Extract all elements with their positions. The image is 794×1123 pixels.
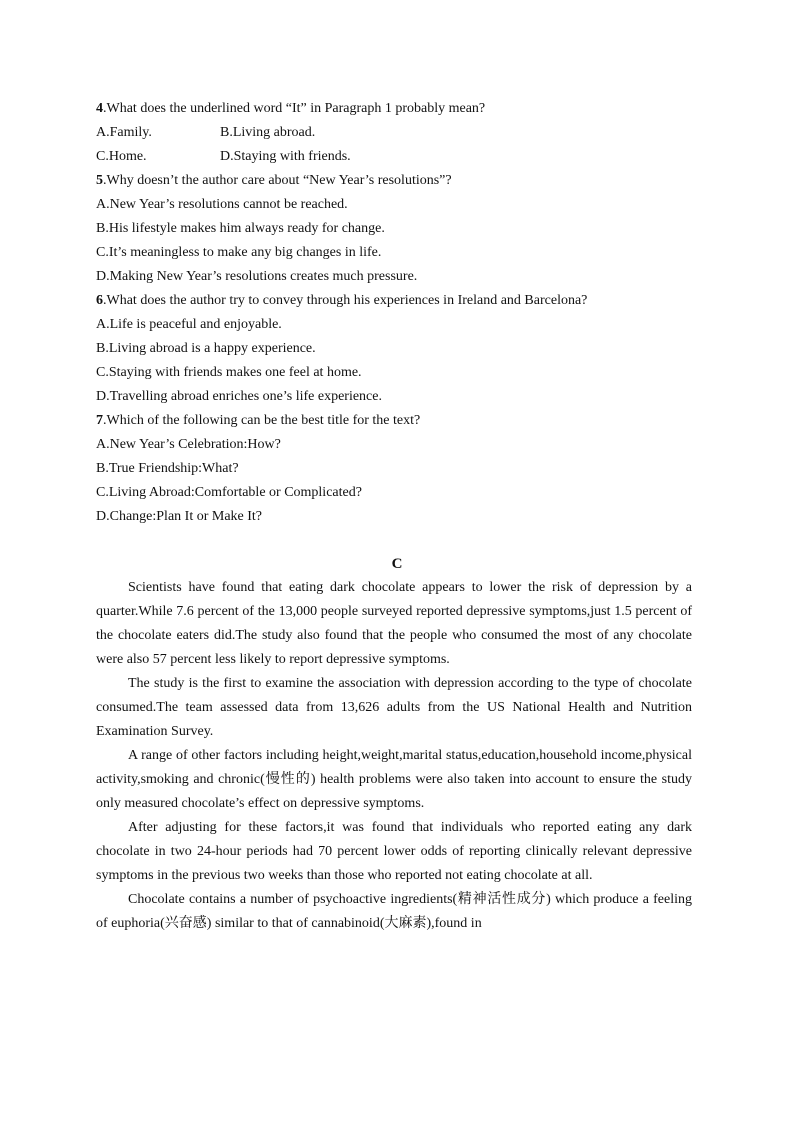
option-7b: B.True Friendship:What? [96, 461, 239, 476]
passage-paragraph-4: After adjusting for these factors,it was found that individuals who reported eating any dark chocolate in two 24-hour periods had 70 percent lower odds of reporting clinically relevant depressive symptoms in the previous two weeks than those who reported not eating chocolate at all. [96, 820, 692, 883]
option-5d: D.Making New Year’s resolutions creates much pressure. [96, 269, 418, 284]
question-stem-7 [96, 409, 696, 433]
option-4b: B.Living abroad. [220, 125, 316, 140]
option-4a: A.Family. [96, 125, 152, 140]
option-7a: A.New Year’s Celebration:How? [96, 437, 281, 452]
question-list [96, 97, 696, 529]
question-number: 6 [96, 293, 103, 308]
question-stem-6 [96, 289, 696, 313]
option-7c: C.Living Abroad:Comfortable or Complicated? [96, 485, 362, 500]
option-6c: C.Staying with friends makes one feel at home. [96, 365, 362, 380]
passage-paragraph-5: Chocolate contains a number of psychoactive ingredients(精神活性成分) which produce a feeling of euphoria(兴奋感) similar to that of cannabinoid(大麻素),found in [96, 892, 692, 931]
question-text: .Which of the following can be the best title for the text? [103, 413, 421, 428]
passage-paragraph-2: The study is the first to examine the association with depression according to the type of chocolate consumed.The team assessed data from 13,626 adults from the US National Health and Nutrition Examination Survey. [96, 676, 692, 739]
section-title: C [391, 556, 403, 572]
option-6b: B.Living abroad is a happy experience. [96, 341, 316, 356]
option-7d: D.Change:Plan It or Make It? [96, 509, 263, 524]
option-6a: A.Life is peaceful and enjoyable. [96, 317, 282, 332]
question-text: .What does the underlined word “It” in Paragraph 1 probably mean? [103, 101, 486, 116]
option-row [96, 145, 696, 169]
question-text: .Why doesn’t the author care about “New Year’s resolutions”? [103, 173, 452, 188]
option-5a: A.New Year’s resolutions cannot be reached. [96, 197, 348, 212]
question-stem-5 [96, 169, 696, 193]
question-number: 4 [96, 101, 103, 116]
option-4c: C.Home. [96, 149, 147, 164]
question-number: 5 [96, 173, 103, 188]
passage-paragraph-1: Scientists have found that eating dark chocolate appears to lower the risk of depression by a quarter.While 7.6 percent of the 13,000 people surveyed reported depressive symptoms,just 1.5 percent of the chocolate eaters did.The study also found that the people who consumed the most of any chocolate were also 57 percent less likely to report depressive symptoms. [96, 580, 692, 667]
reading-passage [96, 576, 692, 936]
option-row [96, 121, 696, 145]
option-5c: C.It’s meaningless to make any big changes in life. [96, 245, 382, 260]
question-number: 7 [96, 413, 103, 428]
passage-paragraph-3: A range of other factors including height,weight,marital status,education,household income,physical activity,smoking and chronic(慢性的) health problems were also taken into account to ensure the study only measured chocolate’s effect on depressive symptoms. [96, 748, 692, 811]
option-4d: D.Staying with friends. [220, 149, 351, 164]
option-5b: B.His lifestyle makes him always ready for change. [96, 221, 385, 236]
question-stem-4 [96, 97, 696, 121]
question-text: .What does the author try to convey through his experiences in Ireland and Barcelona? [103, 293, 588, 308]
option-6d: D.Travelling abroad enriches one’s life experience. [96, 389, 382, 404]
